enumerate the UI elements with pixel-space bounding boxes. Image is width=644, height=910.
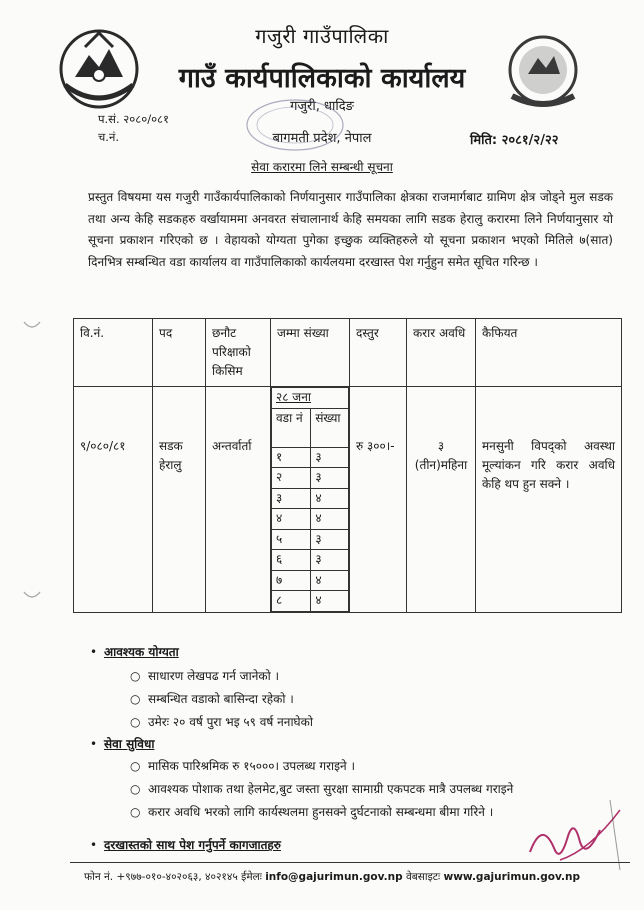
cell-selection: अन्तर्वार्ता xyxy=(206,387,271,613)
facilities-heading: • सेवा सुविधा xyxy=(90,737,155,751)
ward-count: ३ xyxy=(311,468,349,489)
header-term: करार अवधि xyxy=(407,319,476,387)
cell-remarks: मनसुनी विपद्को अवस्था मूल्यांकन गरि करार अवधि केहि थप हुन सक्ने । xyxy=(476,387,622,613)
vacancy-table xyxy=(73,318,622,613)
notice-date: मिति: २०८१/२/२२ xyxy=(470,133,559,148)
signature-icon xyxy=(520,790,630,880)
ward-number: ६ xyxy=(272,550,311,571)
ward-table xyxy=(271,387,349,612)
ward-row xyxy=(272,509,349,530)
ward-number: ३ xyxy=(272,488,311,509)
ward-count: ४ xyxy=(311,591,349,612)
office-address-line1: गजुरी, धादिङ xyxy=(290,99,354,114)
ward-row xyxy=(272,529,349,550)
header-total: जम्मा संख्या xyxy=(271,319,350,387)
punch-mark-icon xyxy=(22,588,42,602)
list-item: ○ साधारण लेखपढ गर्न जानेको । xyxy=(130,669,280,683)
ward-row xyxy=(272,488,349,509)
ward-row xyxy=(272,550,349,571)
ward-row xyxy=(272,591,349,612)
cell-ward-breakdown xyxy=(271,387,350,613)
ward-number: १ xyxy=(272,447,311,468)
list-item: ○ उमेरः २० वर्ष पुरा भइ ५९ वर्ष ननाघेको xyxy=(130,715,313,729)
ward-count: ४ xyxy=(311,570,349,591)
footer-contact: फोन नं. +९७७-०१०-४०२०६३, ४०२१४५ ईमेलः info@gajurimun.gov.np वेबसाइटः www.gajurimun.gov.np xyxy=(84,871,580,883)
municipality-name: गजुरी गाउँपालिका xyxy=(255,24,389,48)
ward-count: ४ xyxy=(311,488,349,509)
table-row xyxy=(74,387,622,613)
ward-number: २ xyxy=(272,468,311,489)
cell-term: ३ (तीन)महिना xyxy=(407,387,476,613)
ward-row xyxy=(272,447,349,468)
list-item: ○ करार अवधि भरको लागि कार्यस्थलमा हुनसक्ने दुर्घटनाको सम्बन्धमा बीमा गरिने । xyxy=(130,805,494,819)
header-remarks: कैफियत xyxy=(476,319,622,387)
reference-number: प.सं. २०८०/०८१ xyxy=(98,112,170,126)
ward-count: ३ xyxy=(311,447,349,468)
documents-heading: • दरखास्तको साथ पेश गर्नुपर्ने कागजातहरु xyxy=(90,838,281,852)
ward-count: ४ xyxy=(311,509,349,530)
office-name: गाउँ कार्यपालिकाको कार्यालय xyxy=(178,63,466,94)
ward-number: ७ xyxy=(272,570,311,591)
footer-website-link[interactable]: www.gajurimun.gov.np xyxy=(443,871,580,883)
footer-phone: फोन नं. +९७७-०१०-४०२०६३, ४०२१४५ xyxy=(84,871,238,883)
ward-number: ८ xyxy=(272,591,311,612)
ward-count: ३ xyxy=(311,529,349,550)
ward-number: ४ xyxy=(272,509,311,530)
ward-number: ५ xyxy=(272,529,311,550)
cell-post: सडक हेरालु xyxy=(153,387,206,613)
dispatch-number: च.नं. xyxy=(98,130,119,144)
office-address-line2: बागमती प्रदेश, नेपाल xyxy=(272,131,372,146)
cell-serial: ९/०८०/८१ xyxy=(74,387,153,613)
header-post: पद xyxy=(153,319,206,387)
cell-fee: रु ३००।- xyxy=(350,387,407,613)
notice-subject: सेवा करारमा लिने सम्बन्धी सूचना xyxy=(251,160,393,174)
notice-body: प्रस्तुत विषयमा यस गजुरी गाउँकार्यपालिकाको निर्णयानुसार गाउँपालिका क्षेत्रका राजमार्गबाट ग्रामिण क्षेत्र जोड्ने मुल सडक तथा अन्य केहि सडकहरु वर्खायाममा अनवरत संचालानार्थ केहि समयका लागि सडक हेरालु करारमा लिने निर्णयानुसार यो सूचना प्रकाशन गरिएको छ । वेहायको योग्यता पुगेका इच्छुक व्यक्तिहरुले यो सूचना प्रकाशन भएको मितिले ७(सात) दिनभित्र सम्बन्धित वडा कार्यालय वा गाउँपालिकाको कार्यलयमा दरखास्त पेश गर्नुहुन समेत सूचित गरिन्छ । xyxy=(88,190,613,269)
list-item: ○ सम्बन्धित वडाको बासिन्दा रहेको । xyxy=(130,692,294,706)
ward-count: ३ xyxy=(311,550,349,571)
list-item: ○ मासिक पारिश्रमिक रु १५०००। उपलब्ध गराइने । xyxy=(130,759,356,773)
count-header: संख्या xyxy=(311,408,349,447)
ward-header: वडा नं xyxy=(272,408,311,447)
header-serial: वि.नं. xyxy=(74,319,153,387)
footer-email-link[interactable]: info@gajurimun.gov.np xyxy=(265,871,403,883)
punch-mark-icon xyxy=(22,318,42,332)
qualifications-heading: • आवश्यक योग्यता xyxy=(90,645,179,659)
list-item: ○ आवश्यक पोशाक तथा हेलमेट,बुट जस्ता सुरक्षा सामाग्री एकपटक मात्रै उपलब्ध गराइने xyxy=(130,782,514,796)
office-stamp-icon xyxy=(240,96,350,154)
ward-row xyxy=(272,570,349,591)
ward-total: २८ जना xyxy=(272,388,349,409)
header-fee: दस्तुर xyxy=(350,319,407,387)
ward-row xyxy=(272,468,349,489)
footer-divider xyxy=(70,862,630,863)
table-header-row xyxy=(74,319,622,387)
header-selection: छनौट परिक्षाको किसिम xyxy=(206,319,271,387)
